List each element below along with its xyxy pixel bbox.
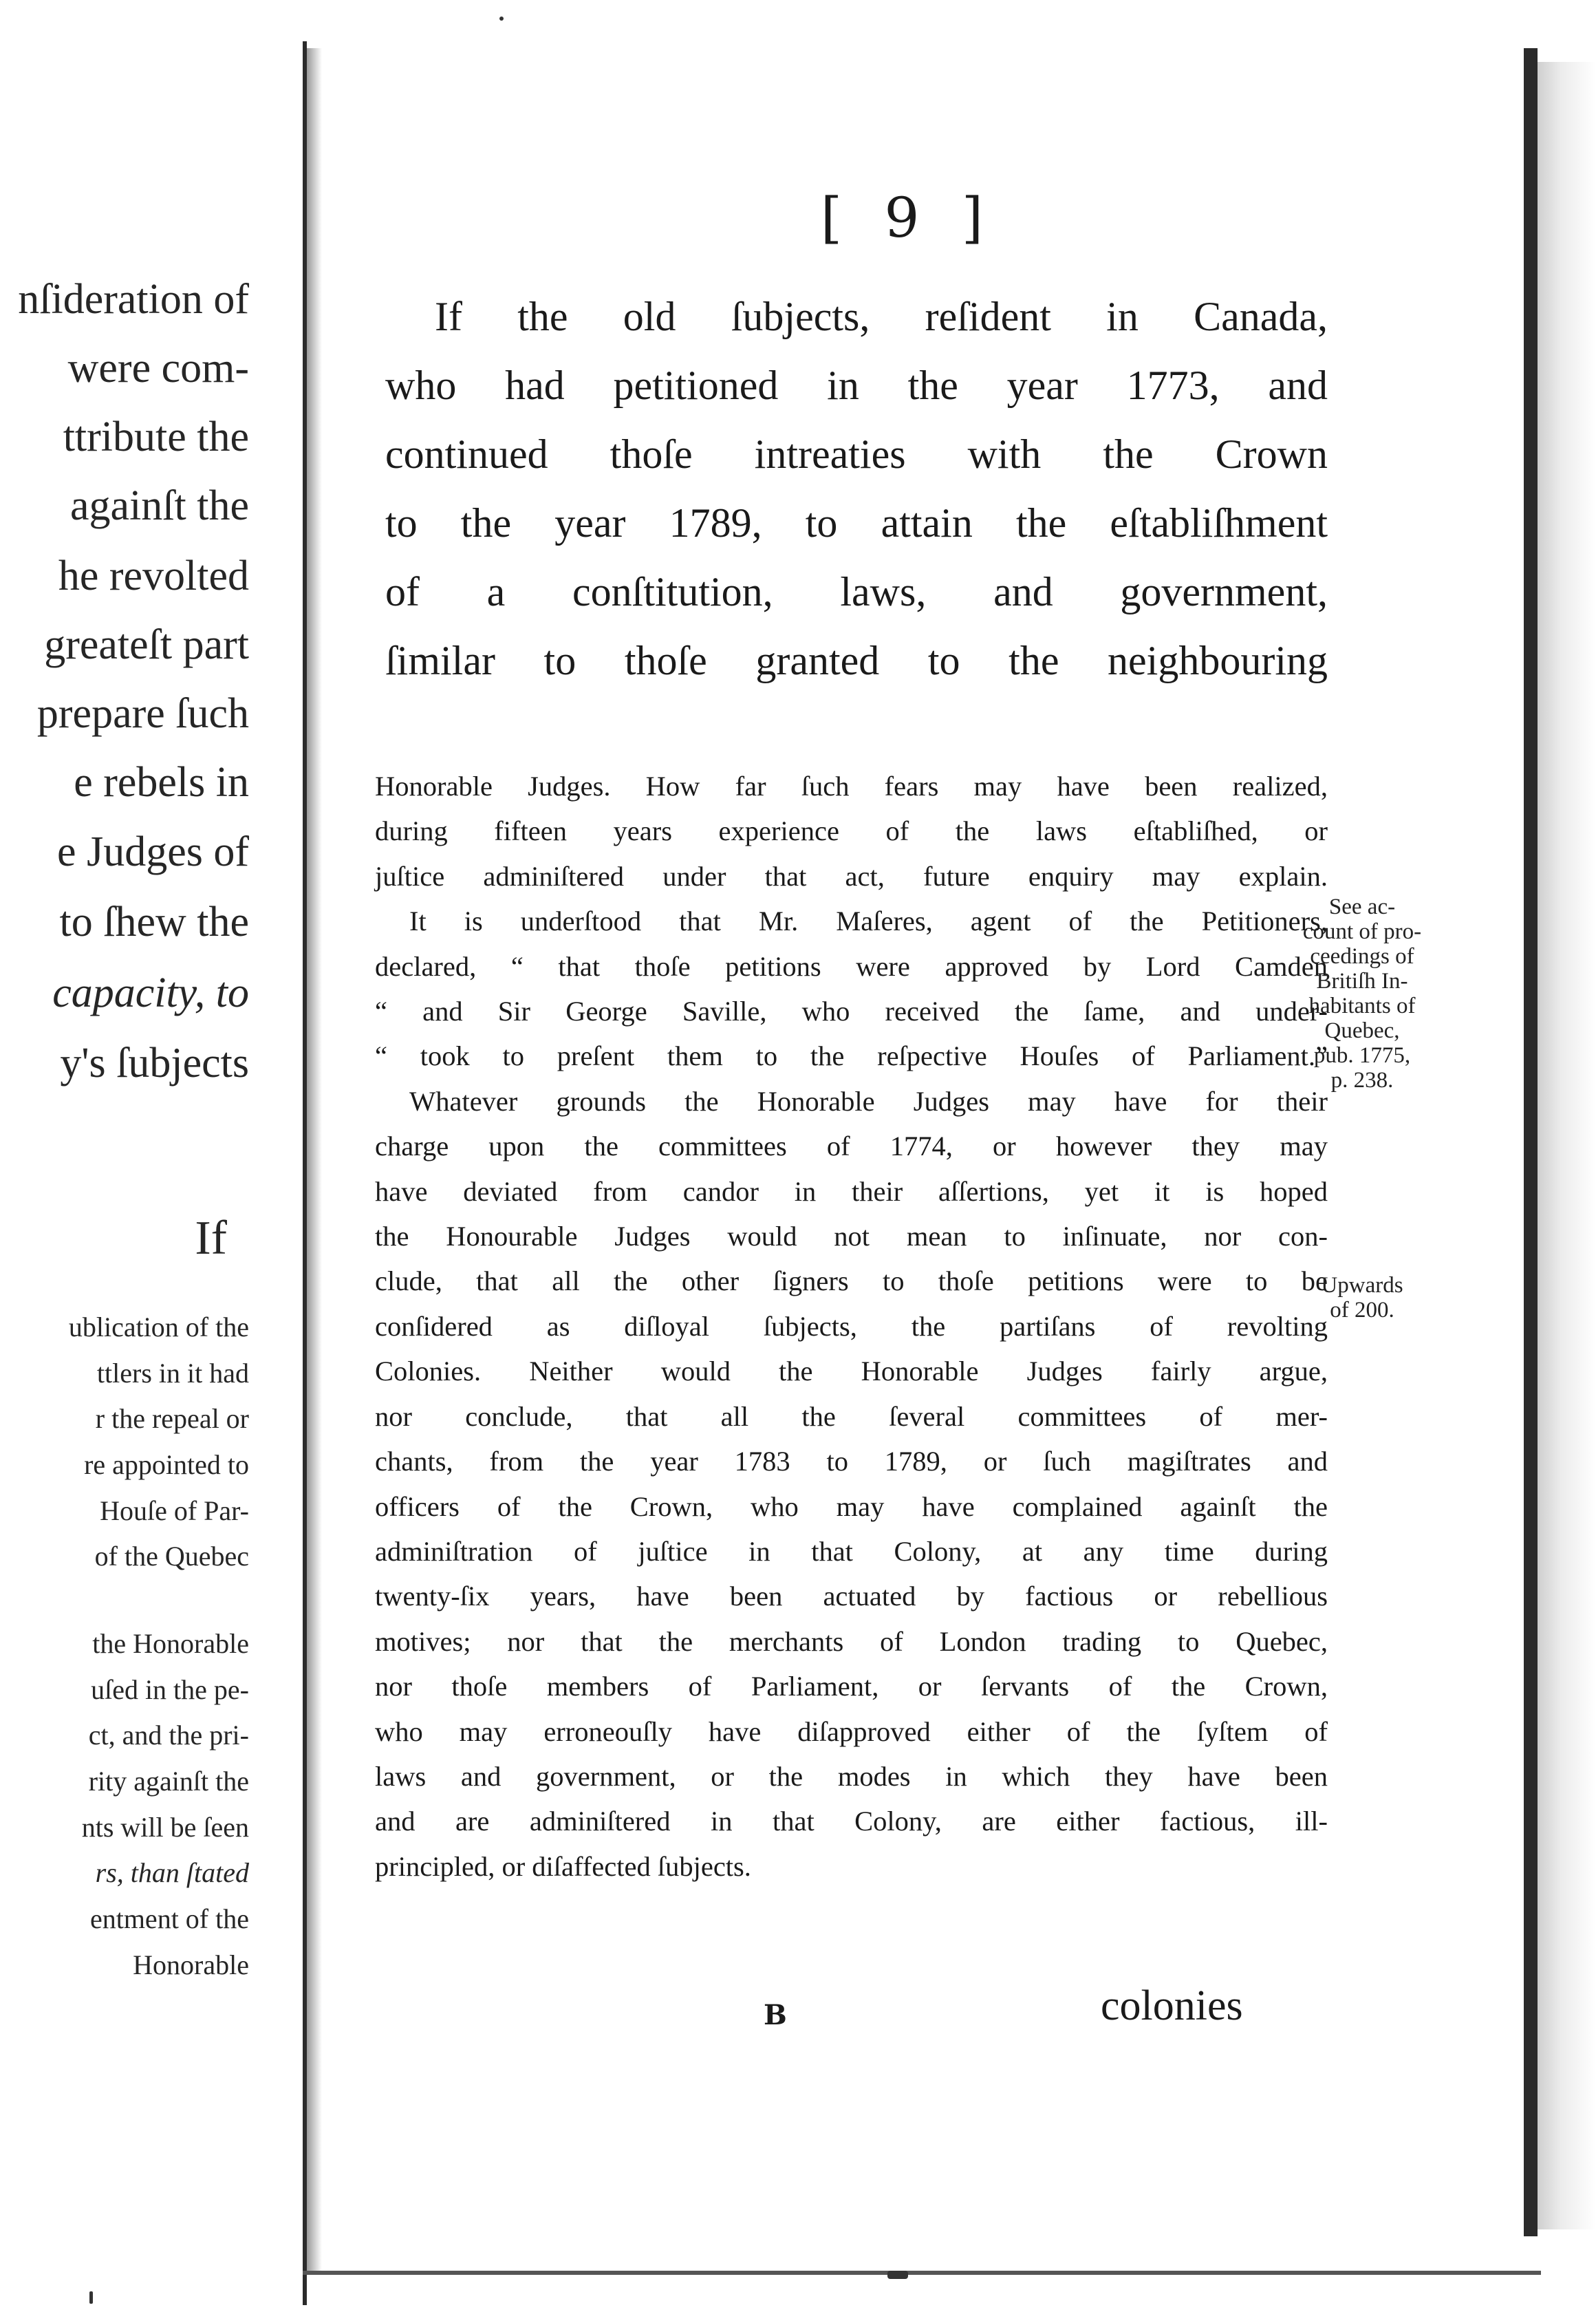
footnote-line: the Honourable Judges would not mean to inſinuate, nor con- — [375, 1221, 1328, 1252]
body-line: ſimilar to thoſe granted to the neighbouring — [385, 638, 1328, 683]
marginal-note-line: Upwards — [1321, 1273, 1403, 1298]
book-edge — [1538, 62, 1596, 2229]
left-note-line: of the Quebec — [94, 1541, 249, 1572]
left-line: to ſhew the — [59, 899, 249, 945]
left-note-line: the Honorable — [92, 1628, 249, 1659]
footnote-line: motives; nor that the merchants of London trading to Quebec, — [375, 1625, 1328, 1657]
body-line: who had petitioned in the year 1773, and — [385, 363, 1328, 408]
marginal-note-line: p. 238. — [1330, 1068, 1394, 1093]
footnote-line: “ and Sir George Saville, who received the ſame, and under- — [375, 996, 1328, 1027]
footnote-line: have deviated from candor in their aſſertions, yet it is hoped — [375, 1175, 1328, 1207]
left-line: greateſt part — [44, 621, 249, 668]
footnote-line: twenty-ſix years, have been actuated by factious or rebellious — [375, 1581, 1328, 1612]
marginal-note-line: See ac- — [1328, 895, 1396, 919]
page-edge — [1524, 48, 1538, 2236]
scan-speck — [89, 2291, 93, 2304]
marginal-note-line: ceedings of — [1310, 944, 1414, 969]
binding-gutter — [307, 48, 322, 2271]
left-note-line: Honorable — [133, 1949, 249, 1980]
body-line: If the old ſubjects, reſident in Canada, — [435, 294, 1328, 339]
book-page — [323, 48, 1524, 2271]
footnote-line: and are adminiſtered in that Colony, are either factious, ill- — [375, 1806, 1328, 1837]
footnote-line: laws and government, or the modes in which they have been — [375, 1760, 1328, 1792]
marginal-note-line: habitants of — [1308, 994, 1416, 1018]
footnote-line: charge upon the committees of 1774, or however they may — [375, 1131, 1328, 1162]
left-line: capacity, to — [52, 970, 249, 1016]
page-number-header: [ 9 ] — [820, 186, 996, 250]
left-note-line: ttlers in it had — [96, 1358, 249, 1389]
footnote-line: clude, that all the other ſigners to thoſe petitions were to be — [375, 1265, 1328, 1297]
left-line: againſt the — [70, 482, 249, 529]
left-line: prepare ſuch — [36, 690, 249, 737]
footnote-line: during fifteen years experience of the laws eſtabliſhed, or — [375, 815, 1328, 847]
footnote-line: declared, “ that thoſe petitions were approved by Lord Camden — [375, 950, 1328, 982]
page-bottom-edge — [303, 2271, 1541, 2275]
left-note-line: uſed in the pe- — [91, 1674, 249, 1705]
marginal-note-line: count of pro- — [1302, 919, 1422, 944]
left-note-line: nts will be ſeen — [81, 1812, 249, 1843]
left-note-line: rity againſt the — [88, 1766, 249, 1797]
left-line: he revolted — [58, 553, 249, 599]
left-note-line: ublication of the — [68, 1312, 249, 1342]
marginal-note-count — [1280, 1273, 1445, 1323]
footnote-line: It is underſtood that Mr. Maſeres, agent of the Petitioners, — [409, 906, 1328, 937]
scan-speck — [887, 2271, 908, 2279]
marginal-note-line: of 200. — [1330, 1298, 1394, 1323]
left-line: y's ſubjects — [60, 1040, 249, 1087]
footnote-line: juſtice adminiſtered under that act, future enquiry may explain. — [375, 860, 1328, 892]
body-line: of a conſtitution, laws, and government, — [385, 569, 1328, 614]
footnote-line: Honorable Judges. How far ſuch fears may have been realized, — [375, 771, 1328, 802]
footnote-line: officers of the Crown, who may have complained againſt the — [375, 1490, 1328, 1522]
marginal-note-line: pub. 1775, — [1313, 1043, 1411, 1068]
previous-page-fragment — [0, 41, 307, 2305]
footnote-block — [375, 764, 1328, 1889]
scan-speck — [499, 17, 504, 21]
footnote-line: conſidered as diſloyal ſubjects, the partiſans of revolting — [375, 1310, 1328, 1342]
footnote-line: who may erroneouſly have diſapproved either of the ſyſtem of — [375, 1715, 1328, 1747]
left-line: e Judges of — [57, 828, 249, 875]
main-body-text — [385, 282, 1328, 695]
catchword: colonies — [1101, 1982, 1243, 2029]
left-line: were com- — [67, 345, 249, 392]
footnote-line: nor thoſe members of Parliament, or ſervants of the Crown, — [375, 1671, 1328, 1702]
footnote-line: “ took to preſent them to the reſpective Houſes of Parliament.” — [375, 1040, 1328, 1072]
left-line: nſideration of — [18, 276, 249, 323]
left-note-line: Houſe of Par- — [100, 1495, 249, 1526]
left-note-line: re appointed to — [84, 1449, 249, 1480]
footnote-line: chants, from the year 1783 to 1789, or ſuch magiſtrates and — [375, 1446, 1328, 1477]
marginal-note-line: Britiſh In- — [1316, 969, 1408, 994]
left-note-line: entment of the — [89, 1903, 249, 1934]
footnote-line: Whatever grounds the Honorable Judges may have for their — [409, 1085, 1328, 1117]
footnote-line: nor conclude, that all the ſeveral committees of mer- — [375, 1400, 1328, 1432]
left-catchword: If — [195, 1212, 227, 1265]
body-line: continued thoſe intreaties with the Crown — [385, 431, 1328, 477]
left-line: ttribute the — [63, 414, 249, 460]
left-note-line: ct, and the pri- — [88, 1720, 249, 1751]
body-line: to the year 1789, to attain the eſtabliſhment — [385, 500, 1328, 546]
footnote-line: Colonies. Neither would the Honorable Judges fairly argue, — [375, 1356, 1328, 1387]
left-line: e rebels in — [74, 759, 249, 806]
left-note-line: rs, than ſtated — [95, 1857, 249, 1888]
footnote-line: adminiſtration of juſtice in that Colony, at any time during — [375, 1535, 1328, 1567]
left-note-line: r the repeal or — [95, 1403, 249, 1434]
footnote-line: principled, or diſaffected ſubjects. — [375, 1850, 751, 1882]
signature-mark: B — [764, 1999, 787, 2031]
marginal-note-reference — [1280, 895, 1445, 1093]
marginal-note-line: Quebec, — [1324, 1018, 1400, 1043]
